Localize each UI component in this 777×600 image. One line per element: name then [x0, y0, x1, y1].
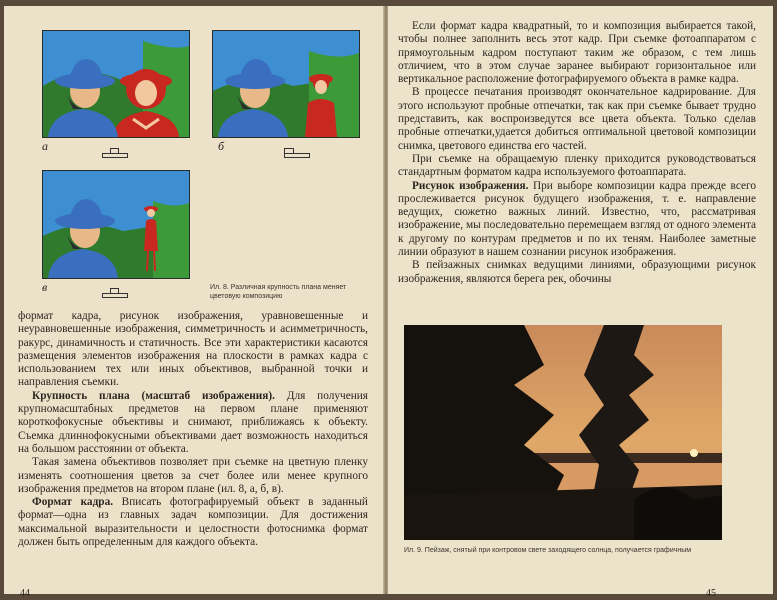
camera-icon — [102, 288, 128, 298]
paragraph: Крупность плана (масштаб изображения). Для получения крупномасштабных предметов на первом плане применяют короткофокусные объективы и снимают, приближаясь к объекту. Съемка длиннофокусными объективами дает возможность находиться на большом расстоянии от объекта. — [18, 389, 368, 455]
illustration-c — [42, 170, 190, 279]
illustration-c-drawing — [43, 171, 189, 278]
left-page-text — [18, 310, 368, 549]
camera-icon — [102, 148, 128, 158]
figure-label-a: а — [42, 139, 48, 153]
sunset-landscape-image — [404, 325, 722, 540]
section-heading: Формат кадра. — [32, 496, 114, 509]
figure-label-c: в — [42, 280, 48, 294]
paragraph: Формат кадра. Вписать фотографируемый объект в заданный формат—одна из главных задач композиции. Для достижения максимальной выразительности и целостности фотоснимка формат должен быть определенным для каждого объекта. — [18, 496, 368, 549]
illustration-a — [42, 30, 190, 138]
section-heading: Рисунок изображения. — [412, 179, 529, 192]
section-heading: Крупность плана (масштаб изображения). — [32, 389, 275, 402]
paragraph: формат кадра, рисунок изображения, уравновешенные и неуравновешенные изображения, симметричность и асимметричность, ракурс, динамичность и статичность. Все эти характеристики касаются размещения элементов изображения на плоскости в рамках кадра с использованием тех или иных объективов, выбранной точки и направления съемки. — [18, 310, 368, 389]
paragraph: Такая замена объективов позволяет при съемке на цветную пленку изменять соотношения цветов за счет более или менее крупного изображения предметов на втором плане (ил. 8, а, б, в). — [18, 456, 368, 495]
illustration-a-drawing — [43, 31, 189, 137]
figure-8-caption: Ил. 8. Различная крупность плана меняет цветовую композицию — [210, 284, 347, 300]
page-number: 44 — [20, 588, 30, 599]
paragraph: Если формат кадра квадратный, то и композиция выбирается такой, чтобы полнее заполнить весь этот кадр. При съемке фотоаппаратом с прямоугольным кадром поступают таким же образом, с тем лишь отличием, что в этом случае заранее выбирают горизонтальное или вертикальное расположение фотографируемого объекта в рамке кадра. — [398, 20, 756, 86]
figure-label-b: б — [218, 139, 225, 153]
paragraph: В пейзажных снимках ведущими линиями, образующими рисунок изображения, являются берега рек, обочины — [398, 259, 756, 285]
right-page-text — [398, 20, 756, 286]
illustration-b-drawing — [213, 31, 359, 137]
page-number: 45 — [706, 588, 716, 599]
paragraph: В процессе печатания производят окончательное кадрирование. Для этого используют пробные отпечатки, так как при съемке бывает трудно представить, как воспроизведутся все цвета объекта. Только сделав пробные отпечатки,удается добиться оптимальной цветовой композиции снимка, цветового единства его частей. — [398, 86, 756, 152]
camera-icon — [284, 148, 310, 158]
right-page — [388, 6, 773, 599]
left-page — [4, 6, 384, 599]
paragraph: Рисунок изображения. При выборе композиции кадра прежде всего прослеживается рисунок будущего изображения, т. е. направление ведущих, сюжетно важных линий. Известно, что, рассматривая изображение, мы последовательно перемещаем взгляд от одного элемента к другому по контурам предметов и по их теням. Наиболее заметные линии образуют в нашем сознании рисунок изображения. — [398, 179, 756, 259]
figure-9-caption: Ил. 9. Пейзаж, снятый при контровом свете заходящего солнца, получается графичным — [404, 547, 692, 554]
landscape-photo — [404, 325, 722, 540]
paragraph: При съемке на обращаемую пленку приходится руководствоваться стандартным форматом кадра используемого фотоаппарата. — [398, 152, 756, 179]
illustration-b — [212, 30, 360, 138]
